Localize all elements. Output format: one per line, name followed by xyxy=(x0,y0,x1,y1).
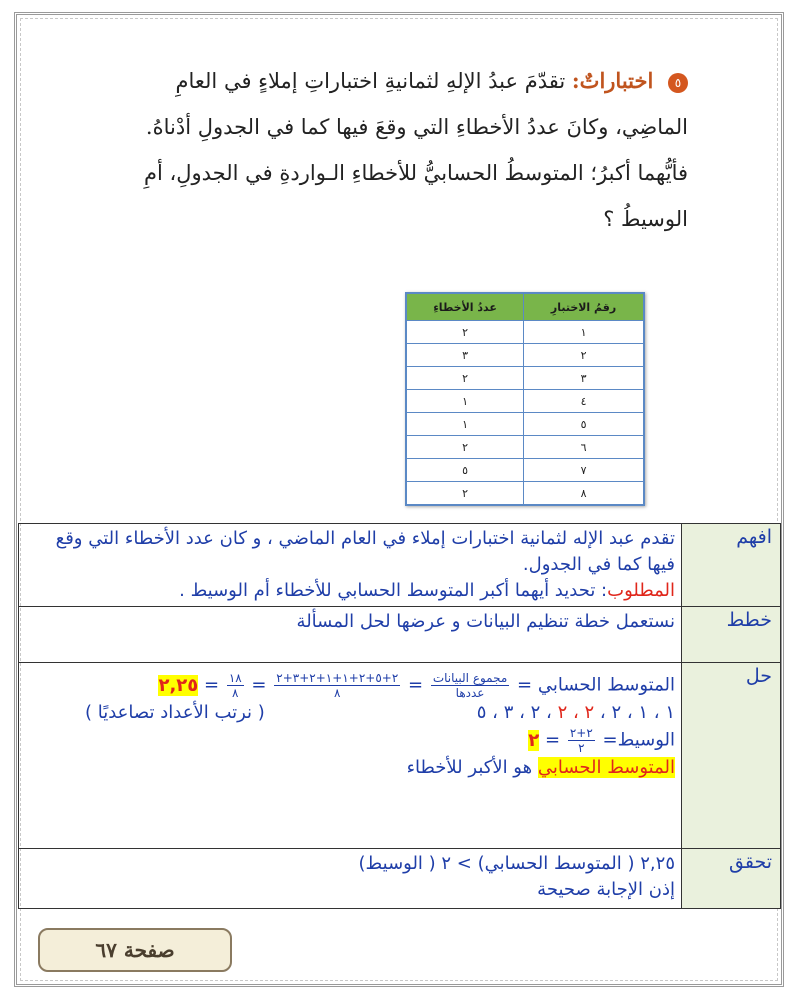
test-number-cell: ٢ xyxy=(524,344,644,367)
errors-count-cell: ٣ xyxy=(406,344,524,367)
median-fraction: $\frac{٢+٢}{٢}$ xyxy=(569,726,593,755)
total-fraction: $\frac{١٨}{٨}$ xyxy=(228,671,242,700)
check-line-2: إذن الإجابة صحيحة xyxy=(537,879,675,900)
test-number-cell: ٦ xyxy=(524,436,644,459)
step-understand-content xyxy=(19,524,682,607)
mean-value: ٢,٢٥ xyxy=(158,674,199,696)
median-value: ٢ xyxy=(528,729,540,751)
errors-count-cell: ١ xyxy=(406,390,524,413)
check-line-1: ٢,٢٥ ( المتوسط الحسابي) > ٢ ( الوسيط) xyxy=(358,853,675,874)
table-row xyxy=(406,459,644,482)
table-row xyxy=(406,436,644,459)
test-number-cell: ٨ xyxy=(524,482,644,506)
test-number-cell: ٥ xyxy=(524,413,644,436)
median-row: الوسيط= $\frac{٢+٢}{٢}$ = ٢ xyxy=(528,726,675,755)
step-plan-label: خطط xyxy=(682,607,781,663)
mean-row: المتوسط الحسابي = $\frac{\text{مجموع البيانات}}{\text{عددها}}$ = $\frac{٢+٥+٢+١+١+٢+٣+٢}{٨}$ = $\frac{١٨}{٨}$ = ٢,٢٥ xyxy=(158,671,675,700)
sum-fraction: $\frac{٢+٥+٢+١+١+٢+٣+٢}{٨}$ xyxy=(276,671,399,700)
test-number-cell: ٧ xyxy=(524,459,644,482)
conclusion-row xyxy=(25,755,675,781)
mean-label: المتوسط الحسابي xyxy=(537,674,675,696)
errors-count-cell: ٢ xyxy=(406,482,524,506)
conclusion-text: هو الأكبر للأخطاء xyxy=(406,757,538,778)
mean-formula-fraction: $\frac{\text{مجموع البيانات}}{\text{عددها}}$ xyxy=(432,671,508,700)
problem-text: تقدّمَ عبدُ الإلهِ لثمانيةِ اختباراتِ إملاءٍ في العامِ الماضِي، وكانَ عددُ الأخطاءِ التي وقعَ فيها كما في الجدولِ أدْناهُ. فأيُّهما أكبرُ؛ المتوسطُ الحسابيُّ للأخطاءِ الـواردةِ في الجدولِ، أمِ الوسيطُ ؟ xyxy=(143,69,688,231)
understand-text: تقدم عبد الإله لثمانية اختبارات إملاء في العام الماضي ، و كان عدد الأخطاء التي وقع فيها كما في الجدول. xyxy=(55,528,675,575)
sorted-row xyxy=(25,700,675,726)
test-number-cell: ٤ xyxy=(524,390,644,413)
header-errors-count: عددُ الأخطاءِ xyxy=(406,293,524,321)
errors-count-cell: ٢ xyxy=(406,436,524,459)
step-check-label: تحقق xyxy=(682,849,781,909)
conclusion-highlight: المتوسط الحسابي xyxy=(537,757,675,778)
header-test-number: رقمُ الاختبارِ xyxy=(524,293,644,321)
table-row xyxy=(406,321,644,344)
median-label: الوسيط xyxy=(617,729,675,751)
step-check-content xyxy=(19,849,682,909)
table-row xyxy=(406,344,644,367)
required-line xyxy=(25,578,675,604)
step-solve-content xyxy=(19,663,682,849)
table-row xyxy=(406,367,644,390)
errors-count-cell: ٥ xyxy=(406,459,524,482)
errors-count-cell: ١ xyxy=(406,413,524,436)
errors-table xyxy=(405,292,645,506)
step-solve-label: حل xyxy=(682,663,781,849)
table-row xyxy=(406,413,644,436)
table-row xyxy=(406,390,644,413)
sort-note: ( نرتب الأعداد تصاعديًا ) xyxy=(85,702,265,723)
required-text: : تحديد أيهما أكبر المتوسط الحسابي للأخطاء أم الوسيط . xyxy=(179,580,608,601)
errors-count-cell: ٢ xyxy=(406,367,524,390)
problem-number-badge: ٥ xyxy=(668,73,688,93)
table-row xyxy=(406,482,644,506)
errors-count-cell: ٢ xyxy=(406,321,524,344)
plan-text: نستعمل خطة تنظيم البيانات و عرضها لحل المسألة xyxy=(19,607,682,663)
required-label: المطلوب xyxy=(607,580,675,601)
page-number-badge: صفحة ٦٧ xyxy=(38,928,232,972)
step-understand-label: افهم xyxy=(682,524,781,607)
solution-table xyxy=(18,523,781,909)
problem-title: اختباراتٌ: xyxy=(571,68,654,93)
problem-statement xyxy=(100,58,688,242)
sorted-values: ١ ، ١ ، ٢ ، ٢ ، ٢ ، ٢ ، ٣ ، ٥ xyxy=(476,702,675,723)
test-number-cell: ١ xyxy=(524,321,644,344)
test-number-cell: ٣ xyxy=(524,367,644,390)
